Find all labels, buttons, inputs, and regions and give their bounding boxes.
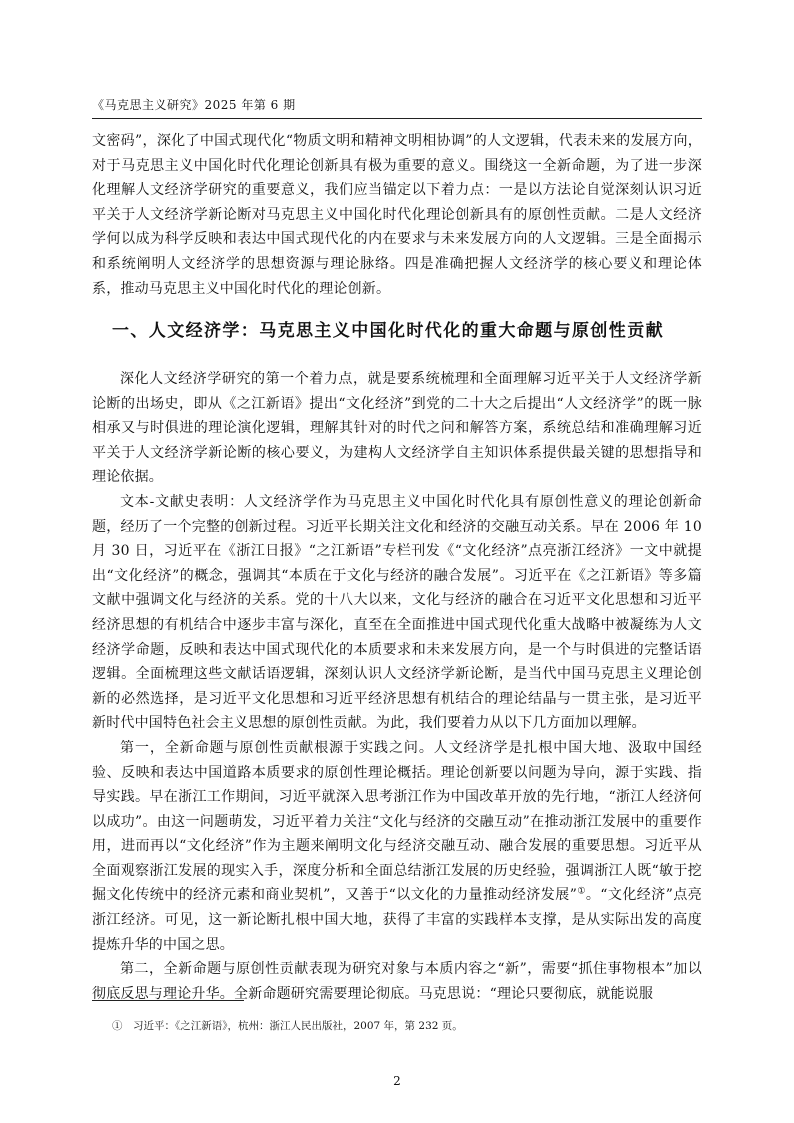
running-head: 《马克思主义研究》2025 年第 6 期 [92,98,296,112]
main-body [92,367,702,1006]
paragraph-3 [92,736,702,957]
page-number: 2 [393,1074,401,1088]
paragraph-2: 文本-文献史表明：人文经济学作为马克思主义中国化时代化具有原创性意义的理论创新命题，经历了一个完整的创新过程。习近平长期关注文化和经济的交融互动关系。早在 2006 年 10 月 30 日，习近平在《浙江日报》“之江新语”专栏刊发《“文化经济”点亮浙江经济》一文中就提出“文化经济”的概念，强调其“本质在于文化与经济的融合发展”。习近平在《之江新语》等多篇文献中强调文化与经济的关系。党的十八大以来，文化与经济的融合在习近平文化思想和习近平经济思想的有机结合中逐步丰富与深化，直至在全面推进中国式现代化重大战略中被凝练为人文经济学命题，反映和表达中国式现代化的本质要求和未来发展方向，是一个与时俱进的完整话语逻辑。全面梳理这些文献话语逻辑，深刻认识人文经济学新论断，是当代中国马克思主义理论创新的必然选择，是习近平文化思想和习近平经济思想有机结合的理论结晶与一贯主张，是习近平新时代中国特色社会主义思想的原创性贡献。为此，我们要着力从以下几方面加以理解。 [92,493,702,732]
section-heading: 一、人文经济学：马克思主义中国化时代化的重大命题与原创性贡献 [112,321,664,341]
footnote-divider [92,1000,244,1001]
header-divider [92,118,702,119]
paragraph-3-text-b: 。“文化经济”点亮浙江经济。可见，这一新论断扎根中国大地，获得了丰富的实践样本支撑，是从实际出发的高度提炼升华的中国之思。 [92,887,702,953]
footnote: ① 习近平：《之江新语》，杭州：浙江人民出版社，2007 年，第 232 页。 [112,1020,463,1032]
paragraph-1: 深化人文经济学研究的第一个着力点，就是要系统梳理和全面理解习近平关于人文经济学新论断的出场史，即从《之江新语》提出“文化经济”到党的二十大之后提出“人文经济学”的既一脉相承又与时俱进的理论演化逻辑，理解其针对的时代之问和解答方案，系统总结和准确理解习近平关于人文经济学新论断的核心要义，为建构人文经济学自主知识体系提供最关键的思想指导和理论依据。 [92,371,702,486]
paragraph-4: 第二，全新命题与原创性贡献表现为研究对象与本质内容之“新”，需要“抓住事物根本”加以彻底反思与理论升华。全新命题研究需要理论彻底。马克思说：“理论只要彻底，就能说服 [92,961,702,1002]
footnote-ref-marker[interactable]: ① [577,886,586,897]
paragraph-3-text-a: 第一，全新命题与原创性贡献根源于实践之问。人文经济学是扎根中国大地、汲取中国经验、反映和表达中国道路本质要求的原创性理论概括。理论创新要以问题为导向，源于实践、指导实践。早在浙江工作期间，习近平就深入思考浙江作为中国改革开放的先行地，“浙江人经济何以成功”。由这一问题萌发，习近平着力关注“文化与经济的交融互动”在推动浙江发展中的重要作用，进而再以“文化经济”作为主题来阐明文化与经济交融互动、融合发展的重要思想。习近平从全面观察浙江发展的现实入手，深度分析和全面总结浙江发展的历史经验，强调浙江人既“敏于挖掘文化传统中的经济元素和商业契机”，又善于“以文化的力量推动经济发展” [92,739,702,904]
intro-paragraph: 文密码”，深化了中国式现代化“物质文明和精神文明相协调”的人文逻辑，代表未来的发展方向，对于马克思主义中国化时代化理论创新具有极为重要的意义。围绕这一全新命题，为了进一步深化理解人文经济学研究的重要意义，我们应当锚定以下着力点：一是以方法论自觉深刻认识习近平关于人文经济学新论断对马克思主义中国化时代化理论创新具有的原创性贡献。二是人文经济学何以成为科学反映和表达中国式现代化的内在要求与未来发展方向的人文逻辑。三是全面揭示和系统阐明人文经济学的思想资源与理论脉络。四是准确把握人文经济学的核心要义和理论体系，推动马克思主义中国化时代化的理论创新。 [92,133,702,297]
